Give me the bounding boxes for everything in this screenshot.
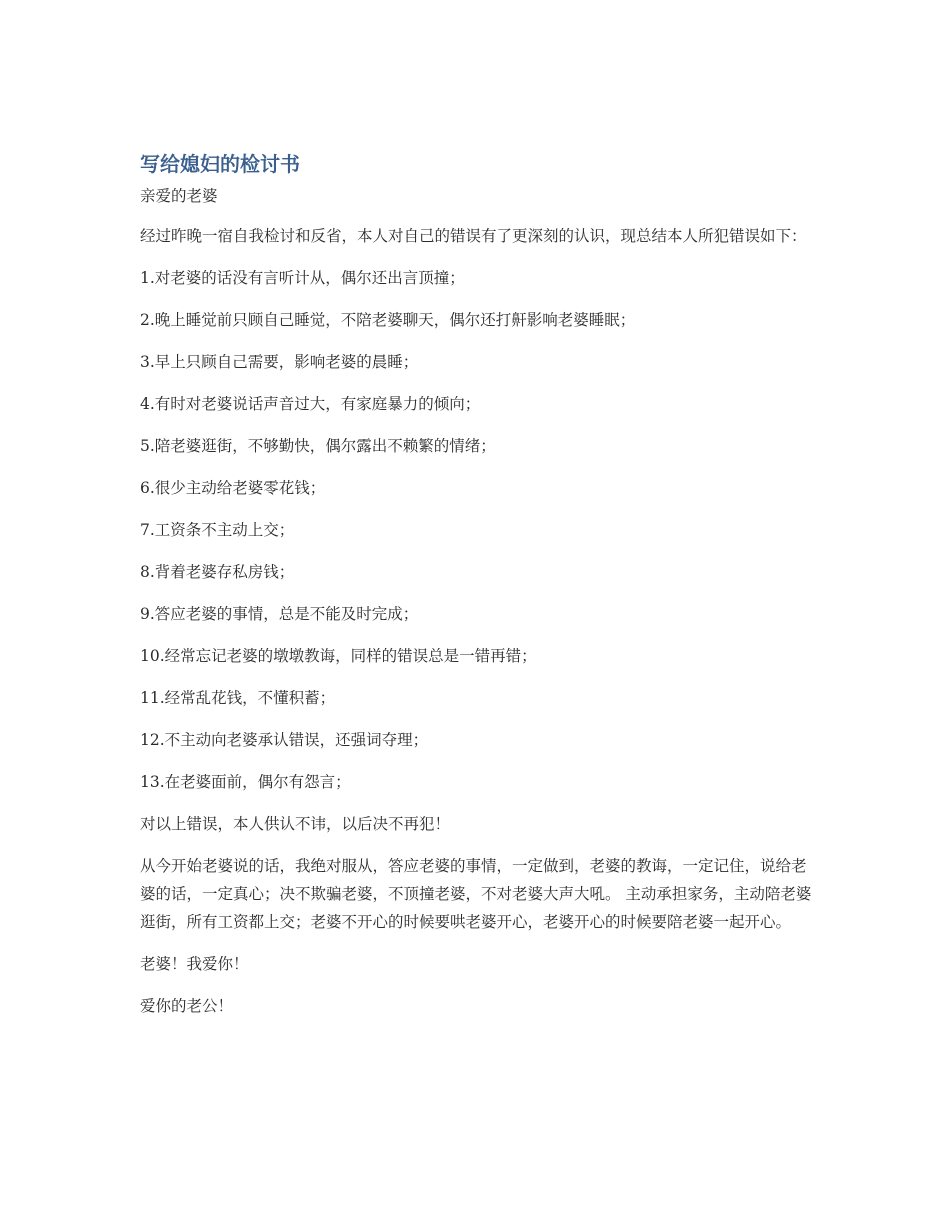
document-title: 写给媳妇的检讨书	[140, 152, 300, 176]
list-item: 7.工资条不主动上交；	[140, 521, 295, 539]
list-item: 4.有时对老婆说话声音过大，有家庭暴力的倾向；	[140, 395, 481, 413]
signature: 爱你的老公！	[140, 997, 234, 1015]
list-item: 9.答应老婆的事情，总是不能及时完成；	[140, 605, 419, 623]
list-item: 10.经常忘记老婆的墩墩教诲，同样的错误总是一错再错；	[140, 647, 537, 665]
list-item: 13.在老婆面前，偶尔有怨言；	[140, 773, 351, 791]
list-item: 12.不主动向老婆承认错误，还强词夺理；	[140, 731, 429, 749]
promise-paragraph: 从今开始老婆说的话，我绝对服从，答应老婆的事情，一定做到，老婆的教诲，一定记住，说给老婆的话，一定真心；决不欺骗老婆，不顶撞老婆，不对老婆大声大吼。 主动承担家务，主动陪老婆逛街，所有工资都上交；老婆不开心的时候要哄老婆开心，老婆开心的时候要陪老婆一起开心。	[140, 857, 812, 931]
intro-paragraph: 经过昨晚一宿自我检讨和反省，本人对自己的错误有了更深刻的认识，现总结本人所犯错误如下：	[140, 227, 807, 245]
list-item: 11.经常乱花钱，不懂积蓄；	[140, 689, 336, 707]
admission-paragraph: 对以上错误，本人供认不讳，以后决不再犯！	[140, 815, 451, 833]
list-item: 6.很少主动给老婆零花钱；	[140, 479, 326, 497]
list-item: 2.晚上睡觉前只顾自己睡觉，不陪老婆聊天，偶尔还打鼾影响老婆睡眠；	[140, 311, 636, 329]
list-item: 1.对老婆的话没有言听计从，偶尔还出言顶撞；	[140, 269, 465, 287]
list-item: 8.背着老婆存私房钱；	[140, 563, 295, 581]
salutation: 亲爱的老婆	[140, 187, 218, 205]
document-page	[140, 150, 815, 1034]
list-item: 3.早上只顾自己需要，影响老婆的晨睡；	[140, 353, 419, 371]
love-line: 老婆！我爱你！	[140, 955, 249, 973]
list-item: 5.陪老婆逛街，不够勤快，偶尔露出不赖繁的情绪；	[140, 437, 496, 455]
error-list	[140, 264, 815, 796]
